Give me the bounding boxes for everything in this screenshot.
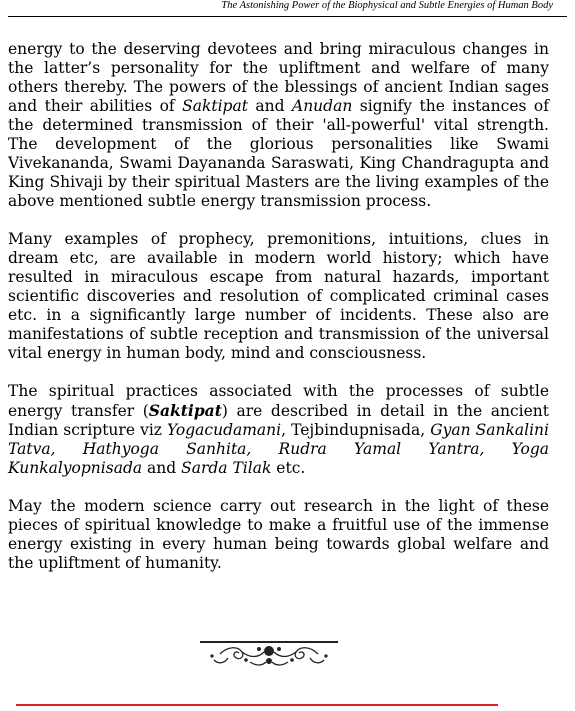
- p3-text-d: and: [142, 459, 182, 477]
- paragraph-3: [8, 382, 549, 478]
- page-body: [8, 40, 549, 592]
- header-rule: [8, 16, 567, 17]
- p1-term-saktipat: Saktipat: [182, 97, 248, 115]
- p3-text-b: ) are described in detail in the ancient Indian scripture viz: [8, 402, 550, 439]
- p1-text-a: energy to the deserving devotees and bring miraculous changes in the latter’s personality for the upliftment and welfare of many others thereby. The powers of the blessings of ancient Indian sages and their abilities of: [8, 40, 549, 115]
- p3-text-c: , Tejbindupnisada,: [281, 421, 431, 439]
- p3-text-e: etc.: [271, 459, 306, 477]
- p1-text-b: and: [247, 97, 292, 115]
- footer-rule: [16, 704, 498, 706]
- p3-text-a: The spiritual practices associated with the processes of subtle energy transfer (: [8, 382, 549, 420]
- p3-term-saktipat-bold: Saktipat: [148, 401, 222, 420]
- p3-scripture-list: Gyan Sankalini Tatva, Hathyoga Sanhita, Rudra Yamal Yantra, Yoga Kunkalyopnisada: [8, 421, 549, 477]
- paragraph-4: May the modern science carry out research in the light of these pieces of spiritual knowledge to make a fruitful use of the immense energy existing in every human being towards global welfare and the upliftment of humanity.: [8, 497, 549, 572]
- running-header-title: The Astonishing Power of the Biophysical and Subtle Energies of Human Body: [221, 0, 553, 11]
- p3-term-sarda-tilak: Sarda Tilak: [181, 459, 272, 477]
- p1-term-anudan: Anudan: [292, 97, 353, 115]
- p1-text-c: signify the instances of the determined transmission of their 'all-powerful' vital strength. The development of the glorious personalities like Swami Vivekananda, Swami Dayananda Saraswati, King Chandragupta and King Shivaji by their spiritual Masters are the living examples of the above mentioned subtle energy transmission process.: [8, 97, 549, 210]
- paragraph-1: [8, 40, 549, 211]
- scrollwork-ornament-icon: [198, 634, 340, 672]
- paragraph-2: Many examples of prophecy, premonitions, intuitions, clues in dream etc, are available in modern world history; which have resulted in miraculous escape from natural hazards, important scientific discoveries and resolution of complicated criminal cases etc. in a significantly large number of incidents. These also are manifestations of subtle reception and transmission of the universal vital energy in human body, mind and consciousness.: [8, 230, 549, 362]
- p3-term-yogacudamani: Yogacudamani: [167, 421, 282, 439]
